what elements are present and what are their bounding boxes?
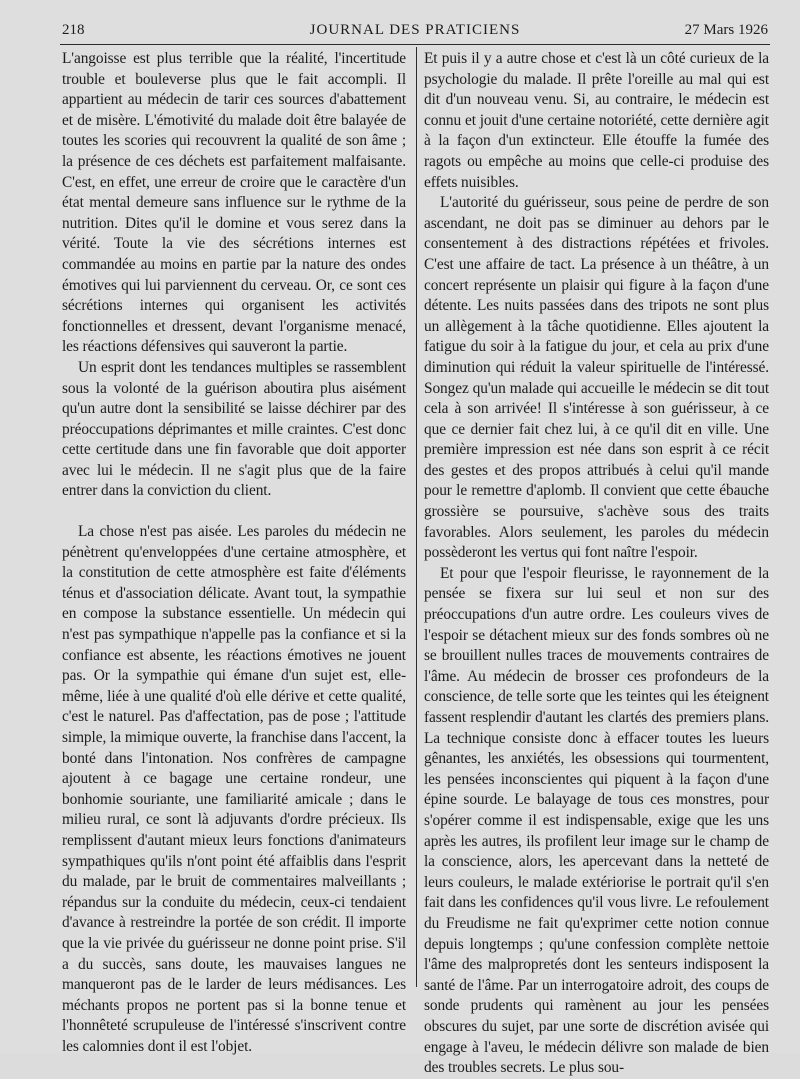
left-column	[62, 49, 406, 1058]
issue-date: 27 Mars 1926	[684, 22, 768, 38]
page-number: 218	[62, 22, 85, 38]
page-header	[62, 18, 768, 42]
paragraph: L'angoisse est plus terrible que la réalité, l'incertitude trouble et bouleverse plus que le fait accompli. Il appartient au médecin de tarir ces sources d'abattement et de misère. L'émotivité du malade doit être balayée de toutes les scories qui recouvrent la qualité de son âme ; la présence de ces déchets est parfaitement malfaisante. C'est, en effet, une erreur de croire que le caractère d'un état mental demeure sans influence sur le rythme de la nutrition. Dites qu'il le domine et vous serez dans la vérité. Toute la vie des sécrétions internes est commandée au moins en partie par la nature des ondes émotives qui lui parviennent du cerveau. Or, ce sont ces sécrétions internes qui organisent les activités fonctionnelles et dressent, devant l'organisme menacé, les réactions défensives qui sauveront la partie.	[62, 50, 406, 356]
journal-title: JOURNAL DES PRATICIENS	[309, 22, 521, 38]
paragraph: L'autorité du guérisseur, sous peine de perdre de son ascendant, ne doit pas se diminuer au dehors par le consentement à des distractions répétées et frivoles. C'est une affaire de tact. La présence à un théâtre, à un concert représente un plaisir qui figure à la façon d'une détente. Les nuits passées dans des tripots ne sont plus un allègement à la tâche quotidienne. Elles ajoutent la fatigue du soir à la fatigue du jour, et cela au prix d'une diminution qui réduit la valeur spirituelle de l'intéressé. Songez qu'un malade qui accueille le médecin se dit tout cela à son arrivée! Il s'intéresse à son guérisseur, à ce que ce dernier fait chez lui, à ce qu'il dit en ville. Une première impression est née dans son esprit à ce récit des gestes et des propos attribués à celui qu'il mande pour le remettre d'aplomb. Il convient que cette ébauche grossière se poursuive, s'achève sous des traits favorables. Alors seulement, les paroles du médecin possèderont les vertus qui font naître l'espoir.	[424, 194, 769, 562]
paragraph: La chose n'est pas aisée. Les paroles du médecin ne pénètrent qu'enveloppées d'une certaine atmosphère, et la constitution de cette atmosphère est faite d'éléments ténus et d'association délicate. Avant tout, la sympathie en compose la substance essentielle. Un médecin qui n'est pas sympathique n'appelle pas la confiance et si la confiance est absente, les réactions émotives ne jouent pas. Or la sympathie qui émane d'un sujet est, elle-même, liée à une qualité d'où elle dérive et cette qualité, c'est le naturel. Pas d'affectation, pas de pose ; l'attitude simple, la mimique ouverte, la franchise dans l'accent, la bonté dans l'intonation. Nos confrères de campagne ajoutent à ce bagage une certaine rondeur, une bonhomie souriante, une familiarité amicale ; dans le milieu rural, ce sont là adjuvants d'ordre précieux. Ils remplissent d'autant mieux leurs fonctions d'animateurs sympathiques qu'ils n'ont point été affaiblis dans l'esprit du malade, par le bruit de commentaires malveillants ; répandus sur la conduite du médecin, ceux-ci tendaient d'avance à restreindre la portée de son crédit. Il importe que la vie privée du guérisseur ne donne point prise. S'il a du succès, sans doute, les mauvaises langues ne manqueront pas de le larder de leurs médisances. Les méchants propos ne portent pas si la bonne tenue et l'honnêteté scrupuleuse de l'intéressé s'inscrivent contre les calomnies dont il est l'objet.	[62, 523, 406, 1055]
header-rule	[60, 44, 770, 45]
column-divider	[416, 47, 417, 987]
paragraph: Et pour que l'espoir fleurisse, le rayonnement de la pensée se fixera sur lui seul et non sur des préoccupations d'un autre ordre. Les couleurs vives de l'espoir se détachent mieux sur des fonds sombres où ne se brouillent nulles traces de mouvements contraires de l'âme. Au médecin de brosser ces profondeurs de la conscience, de telle sorte que les teintes qui les éteignent fassent resplendir d'autant les clartés des premiers plans. La technique consiste donc à effacer toutes les lueurs gênantes, les anxiétés, les obsessions qui tourmentent, les pensées inconscientes qui piquent à la façon d'une épine sourde. Le balayage de tous ces monstres, pour s'opérer comme il est indispensable, exige que les uns après les autres, ils profilent leur image sur le champ de la conscience, alors, les apercevant dans la netteté de leurs couleurs, le malade extériorise le portrait qu'il s'en fait dans les confidences qu'il vous livre. Le refoulement du Freudisme ne fait qu'exprimer cette notion connue depuis longtemps ; qu'une confession complète nettoie l'âme des malpropretés dont les senteurs indisposent la santé de l'âme. Par un interrogatoire adroit, des coups de sonde prudents qui ramènent au jour les pensées obscures du sujet, par une sorte de discrétion avisée qui engage à l'aveu, le médecin délivre son malade de bien des troubles secrets. Le plus sou-	[424, 564, 769, 1077]
paragraph: Et puis il y a autre chose et c'est là un côté curieux de la psychologie du malade. Il prête l'oreille au mal qui est dit d'un nouveau venu. Si, au contraire, le médecin est connu et jouit d'une certaine notoriété, cette dernière agit à la façon d'un extincteur. Elle étouffe la fumée des ragots ou empêche au moins que celle-ci produise des effets nuisibles.	[424, 50, 769, 191]
paragraph: Un esprit dont les tendances multiples se rassemblent sous la volonté de la guérison aboutira plus aisément qu'un autre dont la sensibilité se laisse déchirer par des préoccupations déprimantes et mille craintes. C'est donc cette certitude dans une fin favorable que doit apporter avec lui le médecin. Il ne s'agit plus que de la faire entrer dans la conviction du client.	[62, 358, 406, 500]
right-column	[424, 49, 769, 1079]
